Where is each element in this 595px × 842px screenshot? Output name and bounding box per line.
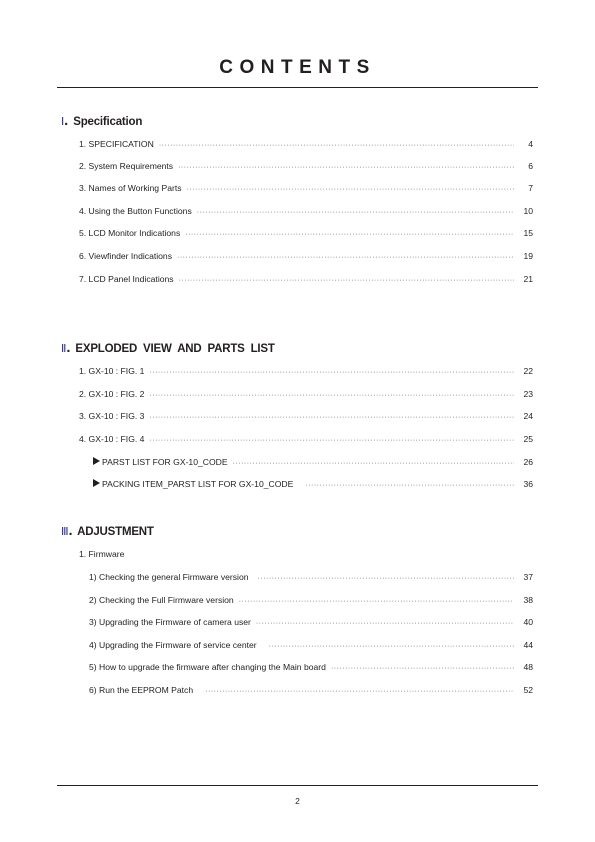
section-1-separator: .: [64, 114, 69, 128]
dot-leader: [331, 663, 514, 675]
toc-entry-label: 2. GX-10 : FIG. 2: [79, 389, 145, 399]
toc-entry-page: 40: [523, 617, 533, 627]
toc-entry-fig-4[interactable]: [79, 433, 533, 447]
dot-leader: [187, 184, 514, 196]
toc-entry-page: 44: [523, 640, 533, 650]
toc-entry-fig-3[interactable]: [79, 410, 533, 424]
toc-entry-label: 5) How to upgrade the firmware after changing the Main board: [89, 662, 326, 672]
section-3-separator: .: [68, 524, 73, 538]
dot-leader: [205, 686, 514, 698]
toc-entry-label: 3. GX-10 : FIG. 3: [79, 411, 145, 421]
section-2-label: EXPLODED VIEW AND PARTS LIST: [75, 343, 275, 355]
dot-leader: [159, 140, 514, 152]
bottom-rule: [57, 785, 538, 786]
triangle-bullet-icon: [93, 457, 100, 465]
toc-entry-label: 6) Run the EEPROM Patch: [89, 685, 194, 695]
toc-entry-page: 6: [528, 161, 533, 171]
toc-entry-page: 25: [523, 434, 533, 444]
toc-entry-specification[interactable]: [79, 138, 533, 152]
toc-entry-page: 26: [523, 457, 533, 467]
toc-entry-page: 23: [523, 389, 533, 399]
toc-entry-label: 4. Using the Button Functions: [79, 206, 192, 216]
dot-leader: [256, 618, 514, 630]
dot-leader: [233, 458, 514, 470]
toc-entry-page: 15: [523, 228, 533, 238]
toc-entry-parts-list[interactable]: [93, 456, 533, 470]
toc-entry-label: 3. Names of Working Parts: [79, 183, 182, 193]
toc-entry-page: 24: [523, 411, 533, 421]
toc-entry-page: 7: [528, 183, 533, 193]
toc-entry-page: 22: [523, 366, 533, 376]
toc-entry-lcd-panel-indications[interactable]: [79, 273, 533, 287]
toc-entry-packing-item-parts-list[interactable]: [93, 478, 533, 492]
toc-entry-button-functions[interactable]: [79, 205, 533, 219]
toc-entry-label: 1) Checking the general Firmware version: [89, 572, 249, 582]
dot-leader: [269, 641, 514, 653]
top-rule: [57, 87, 538, 88]
toc-entry-label: PACKING ITEM_PARST LIST FOR GX-10_CODE: [102, 479, 294, 489]
section-3-heading: [61, 524, 154, 539]
toc-entry-page: 10: [523, 206, 533, 216]
toc-entry-label: PARST LIST FOR GX-10_CODE: [102, 457, 228, 467]
toc-entry-eeprom-patch[interactable]: [89, 684, 533, 698]
toc-entry-label: 4. GX-10 : FIG. 4: [79, 434, 145, 444]
toc-entry-fig-1[interactable]: [79, 365, 533, 379]
toc-entry-upgrade-after-main-board[interactable]: [89, 661, 533, 675]
toc-entry-viewfinder-indications[interactable]: [79, 250, 533, 264]
toc-entry-label: 2) Checking the Full Firmware version: [89, 595, 234, 605]
section-2-heading: [61, 341, 275, 356]
toc-entry-page: 37: [523, 572, 533, 582]
toc-entry-page: 48: [523, 662, 533, 672]
dot-leader: [239, 596, 514, 608]
toc-entry-label: 1. GX-10 : FIG. 1: [79, 366, 145, 376]
section-3-label: ADJUSTMENT: [77, 526, 154, 538]
triangle-bullet-icon: [93, 479, 100, 487]
page-title: CONTENTS: [219, 57, 376, 78]
section-3-numeral: Ⅲ: [61, 525, 69, 538]
toc-entry-general-firmware-version[interactable]: [89, 571, 533, 585]
toc-entry-page: 19: [523, 251, 533, 261]
toc-entry-label: 6. Viewfinder Indications: [79, 251, 172, 261]
toc-entry-full-firmware-version[interactable]: [89, 594, 533, 608]
toc-entry-label: 2. System Requirements: [79, 161, 174, 171]
page-number: 2: [295, 796, 300, 806]
subheading-firmware: 1. Firmware: [79, 549, 125, 559]
toc-entry-page: 36: [523, 479, 533, 489]
toc-entry-names-of-working-parts[interactable]: [79, 182, 533, 196]
section-2-separator: .: [66, 341, 71, 355]
dot-leader: [149, 412, 514, 424]
dot-leader: [305, 480, 514, 492]
toc-entry-page: 21: [523, 274, 533, 284]
dot-leader: [149, 367, 514, 379]
toc-entry-system-requirements[interactable]: [79, 160, 533, 174]
dot-leader: [197, 207, 514, 219]
toc-entry-label: 3) Upgrading the Firmware of camera user: [89, 617, 251, 627]
toc-entry-label: 7. LCD Panel Indications: [79, 274, 174, 284]
dot-leader: [258, 573, 514, 585]
toc-entry-label: 1. SPECIFICATION: [79, 139, 154, 149]
dot-leader: [177, 252, 514, 264]
dot-leader: [179, 275, 514, 287]
toc-entry-upgrade-firmware-service-center[interactable]: [89, 639, 533, 653]
toc-entry-label: 4) Upgrading the Firmware of service center: [89, 640, 257, 650]
section-2-numeral: Ⅱ: [61, 342, 67, 355]
dot-leader: [149, 390, 514, 402]
dot-leader: [185, 229, 514, 241]
dot-leader: [178, 162, 514, 174]
toc-entry-fig-2[interactable]: [79, 388, 533, 402]
section-1-numeral: Ⅰ: [61, 115, 65, 128]
toc-entry-page: 38: [523, 595, 533, 605]
toc-entry-upgrade-firmware-camera-user[interactable]: [89, 616, 533, 630]
toc-entry-label: 5. LCD Monitor Indications: [79, 228, 181, 238]
toc-entry-page: 52: [523, 685, 533, 695]
section-1-heading: [61, 114, 142, 129]
section-1-label: Specification: [73, 116, 143, 128]
toc-entry-lcd-monitor-indications[interactable]: [79, 227, 533, 241]
toc-entry-page: 4: [528, 139, 533, 149]
dot-leader: [149, 435, 514, 447]
